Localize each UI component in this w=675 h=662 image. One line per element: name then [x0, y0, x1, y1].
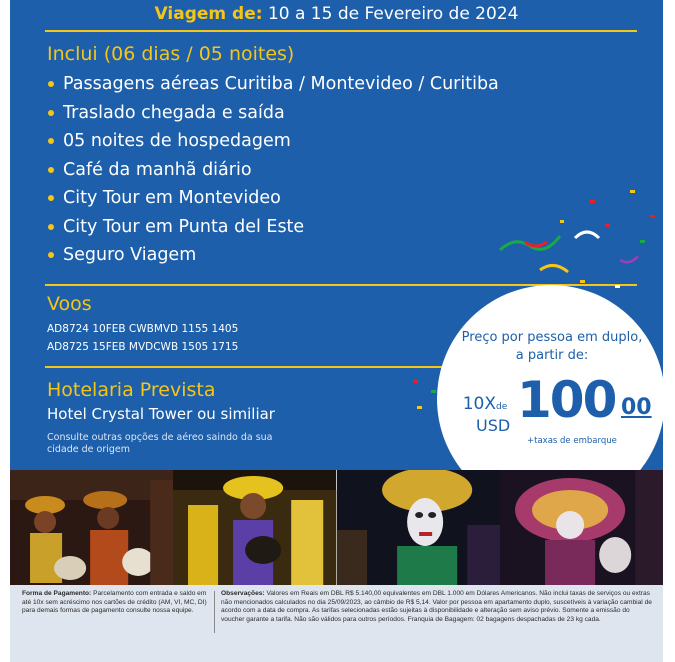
payment-terms	[22, 590, 207, 616]
notes-label: Observações:	[221, 590, 265, 597]
price-de: de	[496, 402, 508, 412]
hotel-name: Hotel Crystal Tower ou similiar	[47, 405, 275, 423]
flight-line: AD8725 15FEB MVDCWB 1505 1715	[47, 341, 239, 353]
notes	[221, 590, 653, 624]
footer-divider	[214, 591, 215, 633]
travel-dates-label: Viagem de:	[154, 4, 263, 24]
hotel-title: Hotelaria Prevista	[47, 379, 216, 401]
flights-title: Voos	[47, 293, 92, 315]
price-intro: Preço por pessoa em duplo, a partir de:	[461, 330, 643, 363]
price-taxes: +taxas de embarque	[527, 436, 617, 446]
carnival-performer-photo	[173, 470, 336, 585]
price-installments: 10X	[462, 394, 496, 414]
bullet-icon	[48, 138, 54, 144]
list-item: Seguro Viagem	[48, 241, 499, 270]
carnival-photo-strip	[10, 470, 663, 585]
bullet-icon	[48, 252, 54, 258]
price-value: 100	[517, 371, 616, 429]
list-item: Café da manhã diário	[48, 156, 499, 185]
footer-terms	[10, 585, 663, 662]
includes-list	[48, 70, 499, 270]
payment-terms-label: Forma de Pagamento:	[22, 590, 92, 597]
bullet-icon	[48, 195, 54, 201]
list-item: City Tour em Montevideo	[48, 184, 499, 213]
carnival-mask-photo	[337, 470, 500, 585]
confetti-decoration	[480, 180, 663, 300]
bullet-icon	[48, 167, 54, 173]
bullet-icon	[48, 224, 54, 230]
divider	[45, 30, 637, 32]
bullet-icon	[48, 110, 54, 116]
consult-note: Consulte outras opções de aéreo saindo da sua cidade de origem	[47, 432, 273, 455]
travel-dates	[10, 4, 663, 24]
list-item: 05 noites de hospedagem	[48, 127, 499, 156]
list-item: Passagens aéreas Curitiba / Montevideo / Curitiba	[48, 70, 499, 99]
price-decimals: 00	[621, 395, 652, 420]
price-currency: USD	[476, 416, 511, 435]
travel-dates-value: 10 a 15 de Fevereiro de 2024	[267, 4, 519, 24]
carnival-drummers-photo	[10, 470, 173, 585]
list-item: City Tour em Punta del Este	[48, 213, 499, 242]
bullet-icon	[48, 81, 54, 87]
carnival-costume-photo	[500, 470, 663, 585]
flight-line: AD8724 10FEB CWBMVD 1155 1405	[47, 323, 239, 335]
notes-text: Valores em Reais em DBL R$ 5.140,00 equivalentes em DBL 1.000 em Dólares Americanos. Não inclui taxas de serviços ou extras não mencionados calculados no dia 25/09/2023, ao câmbio de R$ 5,14. Valor por pessoa em apartamento duplo, suscetíveis à variação cambial de acordo com a data de compra. As tarifas selecionadas estão sujeitas à disponibilidade e alteração sem aviso prévio. Somente a emissão do voucher garante a tarifa. Não são válidos para outros períodos. Franquia de Bagagem: 02 bagagens despachadas de 23 kg cada.	[221, 590, 652, 623]
list-item: Traslado chegada e saída	[48, 99, 499, 128]
payment-terms-text: Parcelamento com entrada e saldo em até 10x sem acréscimo nos cartões de crédito (AM, VI, MC, DI) para demais formas de pagamento consulte nossa equipe.	[22, 590, 207, 614]
includes-title: Inclui (06 dias / 05 noites)	[47, 43, 295, 65]
